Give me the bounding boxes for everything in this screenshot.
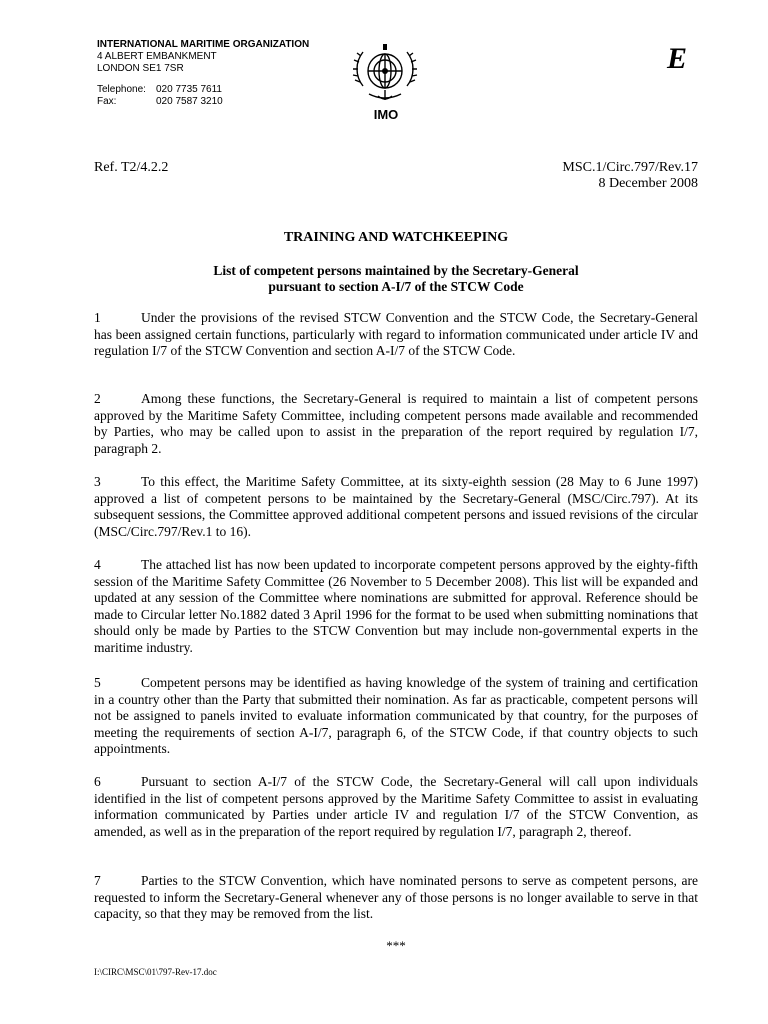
paragraph-text: Parties to the STCW Convention, which have nominated persons to serve as competent persons, are requested to inform the Secretary-General whenever any of those persons is no longer available to serve in that capacity, so that they may be removed from the list. [94, 873, 698, 922]
document-subtitle [94, 263, 698, 295]
document-reference [562, 160, 698, 192]
paragraph-text: The attached list has now been updated to incorporate competent persons approved by the eighty-fifth session of the Maritime Safety Committee (26 November to 5 December 2008). This list will be expanded and updated at any session of the Committee where nominations are submitted for approval. Reference should be made to Circular letter No.1882 dated 3 April 1996 for the format to be used when submitting nominations that should only be made by Parties to the STCW Convention but may include non-governmental experts in the maritime industry. [94, 557, 698, 655]
paragraph-number: 2 [94, 391, 101, 406]
footer-file-path: I:\CIRC\MSC\01\797-Rev-17.doc [94, 967, 217, 977]
paragraph-6 [94, 774, 698, 840]
paragraph-number: 1 [94, 310, 101, 325]
paragraph-text: Under the provisions of the revised STCW Convention and the STCW Code, the Secretary-General has been assigned certain functions, particularly with regard to information communicated under article IV and regulation I/7 of the STCW Convention and section A-I/7 of the STCW Code. [94, 310, 698, 359]
language-code: E [667, 42, 688, 75]
paragraph-number: 7 [94, 873, 101, 888]
telephone-value: 020 7735 7611 [156, 84, 222, 95]
contact-details [97, 84, 223, 108]
paragraph-3 [94, 474, 698, 540]
paragraph-text: To this effect, the Maritime Safety Committee, at its sixty-eighth session (28 May to 6 June 1997) approved a list of competent persons to be maintained by the Secretary-General (MSC/Circ.797). At its subsequent sessions, the Committee approved additional competent persons and issued revisions of the circular (MSC/Circ.797/Rev.1 to 16). [94, 474, 698, 539]
fax-value: 020 7587 3210 [156, 96, 223, 107]
paragraph-number: 3 [94, 474, 101, 489]
paragraph-4 [94, 557, 698, 657]
address-line-1: 4 ALBERT EMBANKMENT [97, 51, 217, 62]
paragraph-number: 6 [94, 774, 101, 789]
un-emblem-icon [347, 40, 423, 104]
document-title: TRAINING AND WATCHKEEPING [283, 230, 509, 245]
imo-label: IMO [373, 107, 399, 122]
paragraph-number: 4 [94, 557, 101, 572]
subtitle-line-2: pursuant to section A-I/7 of the STCW Code [268, 279, 524, 294]
paragraph-1 [94, 310, 698, 360]
document-date: 8 December 2008 [598, 176, 698, 191]
paragraph-7 [94, 873, 698, 923]
fax-label: Fax: [97, 96, 117, 107]
paragraph-5 [94, 675, 698, 758]
address-line-2: LONDON SE1 7SR [97, 63, 184, 74]
circular-number: MSC.1/Circ.797/Rev.17 [562, 160, 698, 175]
organization-name: INTERNATIONAL MARITIME ORGANIZATION [97, 39, 310, 50]
paragraph-text: Among these functions, the Secretary-General is required to maintain a list of competent persons approved by the Maritime Safety Committee, including competent persons made available and recommended by Parties, who may be called upon to assist in the preparation of the report required by regulation I/7, paragraph 2. [94, 391, 698, 456]
paragraph-number: 5 [94, 675, 101, 690]
paragraph-2 [94, 391, 698, 457]
organization-address [97, 39, 309, 75]
end-mark: *** [386, 938, 406, 953]
paragraph-text: Competent persons may be identified as having knowledge of the system of training and certification in a country other than the Party that submitted their nomination. As far as practicable, competent persons will not be assigned to panels invited to evaluate information communicated by that country, for the purposes of meeting the requirements of section A-I/7, paragraph 6, of the STCW Code, if that country objects to such appointments. [94, 675, 698, 757]
telephone-label: Telephone: [97, 84, 146, 95]
reference-number: Ref. T2/4.2.2 [94, 160, 169, 175]
paragraph-text: Pursuant to section A-I/7 of the STCW Code, the Secretary-General will call upon individuals identified in the list of competent persons approved by the Maritime Safety Committee to assist in evaluating information communicated by Parties under article IV and regulation I/7 of the STCW Convention, as amended, as well as in the preparation of the report required by regulation I/7, paragraph 2, thereof. [94, 774, 698, 839]
subtitle-line-1: List of competent persons maintained by the Secretary-General [213, 263, 579, 278]
